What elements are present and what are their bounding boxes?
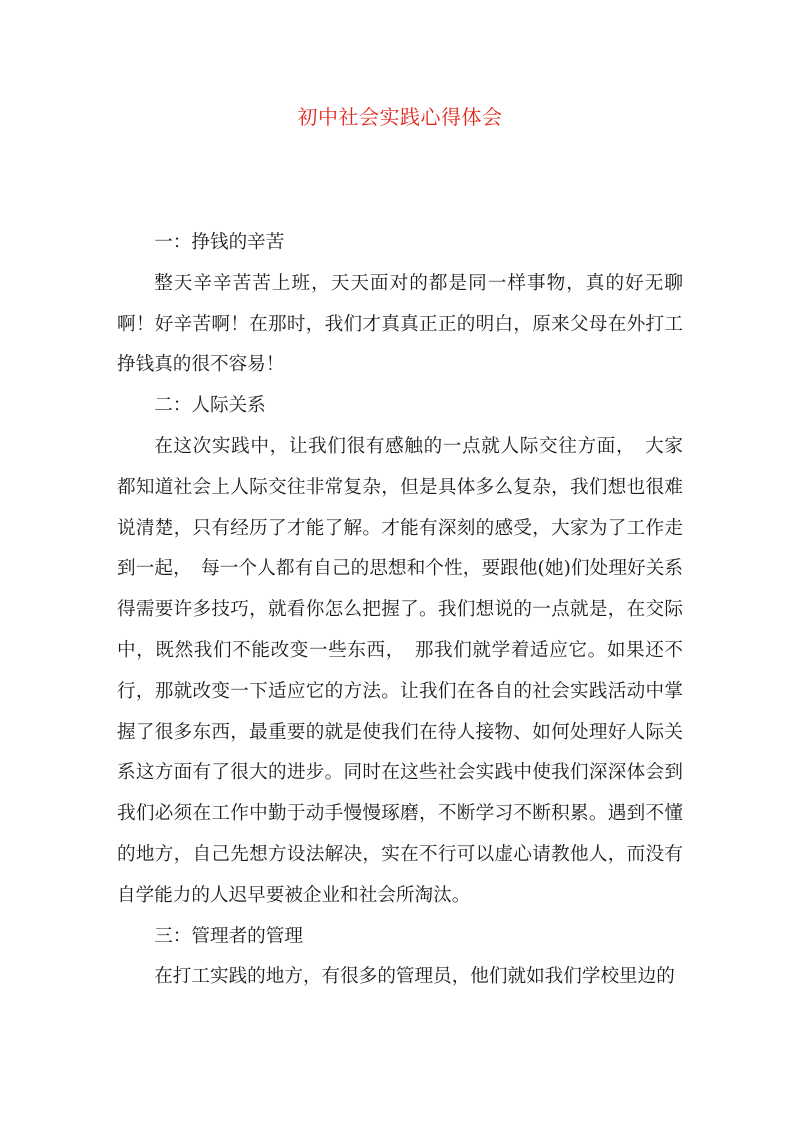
section-heading-3: 三：管理者的管理 — [154, 925, 303, 947]
document-body — [117, 223, 683, 998]
section-paragraph-2: 在这次实践中，让我们很有感触的一点就人际交往方面， 大家都知道社会上人际交往非常复杂，但是具体多么复杂，我们想也很难说清楚，只有经历了才能了解。才能有深刻的感受，大家为了工作走到一起， 每一个人都有自己的思想和个性，要跟他(她)们处理好关系得需要许多技巧，就看你怎么把握了。我们想说的一点就是，在交际中，既然我们不能改变一些东西， 那我们就学着适应它。如果还不行，那就改变一下适应它的方法。让我们在各自的社会实践活动中掌握了很多东西，最重要的就是使我们在待人接物、如何处理好人际关系这方面有了很大的进步。同时在这些社会实践中使我们深深体会到我们必须在工作中勤于动手慢慢琢磨，不断学习不断积累。遇到不懂的地方，自己先想方设法解决，实在不行可以虚心请教他人，而没有自学能力的人迟早要被企业和社会所淘汰。 — [117, 435, 683, 906]
section-paragraph-1: 整天辛辛苦苦上班，天天面对的都是同一样事物，真的好无聊啊！好辛苦啊！在那时，我们才真真正正的明白，原来父母在外打工挣钱真的很不容易！ — [117, 272, 683, 376]
document-title: 初中社会实践心得体会 — [297, 105, 503, 129]
section-heading-2: 二：人际关系 — [154, 395, 266, 417]
section-paragraph-3: 在打工实践的地方，有很多的管理员，他们就如我们学校里边的 — [154, 966, 675, 988]
section-heading-1: 一：挣钱的辛苦 — [154, 232, 285, 253]
